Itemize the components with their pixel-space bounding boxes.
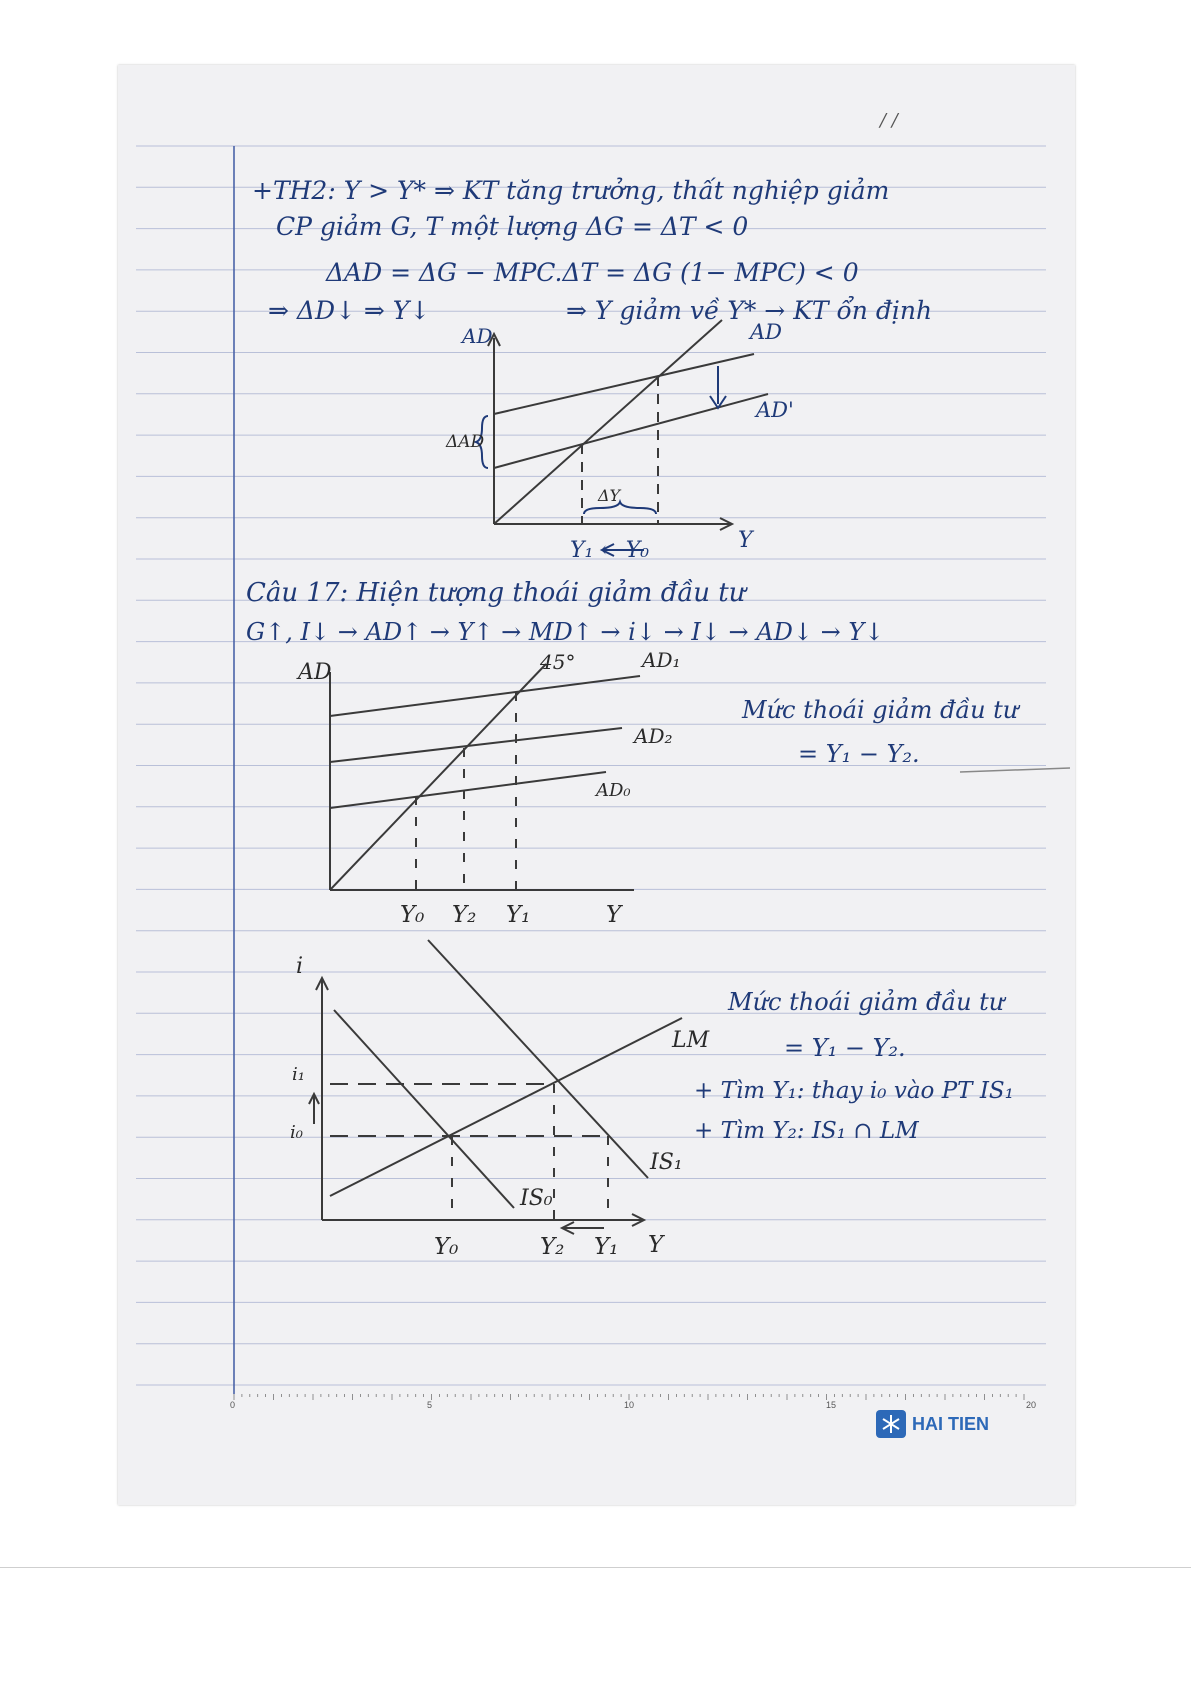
graph2-y1-label: Y₁ bbox=[506, 902, 531, 928]
graph1-y-axis-label: AD bbox=[462, 324, 493, 348]
graph1-x-points: Y₁ ← Y₀ bbox=[570, 538, 650, 563]
graph3-note-line4: + Tìm Y₂: IS₁ ∩ LM bbox=[694, 1118, 919, 1144]
cau17-chain: G↑, I↓ → AD↑ → Y↑ → MD↑ → i↓ → I↓ → AD↓ → Y↓ bbox=[246, 618, 885, 646]
graph3-note-line3: + Tìm Y₁: thay i₀ vào PT IS₁ bbox=[694, 1078, 1014, 1104]
graph3-y2-label: Y₂ bbox=[540, 1234, 565, 1260]
graph1-delta-ad-label: ΔAD bbox=[446, 432, 485, 452]
th2-line4b: ⇒ Y giảm về Y* → KT ổn định bbox=[566, 296, 933, 325]
ruler-mark-10: 10 bbox=[624, 1400, 635, 1410]
graph3-i1-label: i₁ bbox=[292, 1064, 305, 1085]
graph3-y0-label: Y₀ bbox=[434, 1234, 459, 1260]
graph2-ad1-label: AD₁ bbox=[642, 648, 681, 672]
graph3-is0-label: IS₀ bbox=[520, 1186, 553, 1211]
ruler-mark-15: 15 bbox=[826, 1400, 837, 1410]
graph2-x-axis-label: Y bbox=[606, 902, 622, 928]
graph2-ad2-label: AD₂ bbox=[634, 724, 673, 748]
graph3-is1-label: IS₁ bbox=[650, 1150, 683, 1175]
graph3-i0-label: i₀ bbox=[290, 1122, 303, 1143]
graph3-y-axis-label: i bbox=[296, 954, 304, 979]
graph3-lm-label: LM bbox=[672, 1028, 710, 1053]
graph2-note-line2: = Y₁ − Y₂. bbox=[798, 740, 920, 768]
graph3-y1-label: Y₁ bbox=[594, 1234, 619, 1260]
header-date: / / bbox=[880, 110, 898, 131]
th2-line3: ΔAD = ΔG − MPC.ΔT = ΔG (1− MPC) < 0 bbox=[326, 258, 859, 287]
graph2-y2-label: Y₂ bbox=[452, 902, 477, 928]
graph3-x-axis-label: Y bbox=[648, 1232, 664, 1258]
ruler-mark-20: 20 bbox=[1026, 1400, 1037, 1410]
graph1-ad-label: AD bbox=[750, 320, 783, 344]
cau17-title: Câu 17: Hiện tượng thoái giảm đầu tư bbox=[246, 578, 746, 608]
graph3-note-line1: Mức thoái giảm đầu tư bbox=[728, 988, 1005, 1016]
th2-line1: +TH2: Y > Y* ⇒ KT tăng trưởng, thất nghiệp giảm bbox=[252, 176, 890, 205]
graph3-note-line2: = Y₁ − Y₂. bbox=[784, 1034, 906, 1062]
graph2-note-line1: Mức thoái giảm đầu tư bbox=[742, 696, 1019, 724]
graph2-y0-label: Y₀ bbox=[400, 902, 425, 928]
graph1-ad-prime-label: AD' bbox=[756, 398, 794, 422]
ruler-mark-5: 5 bbox=[427, 1400, 433, 1410]
graph1-x-axis-label: Y bbox=[738, 528, 753, 553]
page-divider bbox=[0, 1567, 1191, 1568]
brand-logo-group bbox=[876, 1410, 989, 1438]
graph2-y-axis-label: AD bbox=[298, 660, 332, 685]
brand-name: HAI TIEN bbox=[912, 1413, 990, 1434]
ruler-mark-0: 0 bbox=[230, 1400, 236, 1410]
graph1-delta-y-label: ΔY bbox=[598, 486, 621, 505]
th2-line4a: ⇒ ΔD↓ ⇒ Y↓ bbox=[268, 296, 431, 325]
graph2-ad0-label: AD₀ bbox=[596, 780, 631, 801]
graph2-45-label: 45° bbox=[540, 650, 576, 674]
th2-line2: CP giảm G, T một lượng ΔG = ΔT < 0 bbox=[276, 212, 749, 241]
snowflake-icon bbox=[876, 1410, 906, 1438]
